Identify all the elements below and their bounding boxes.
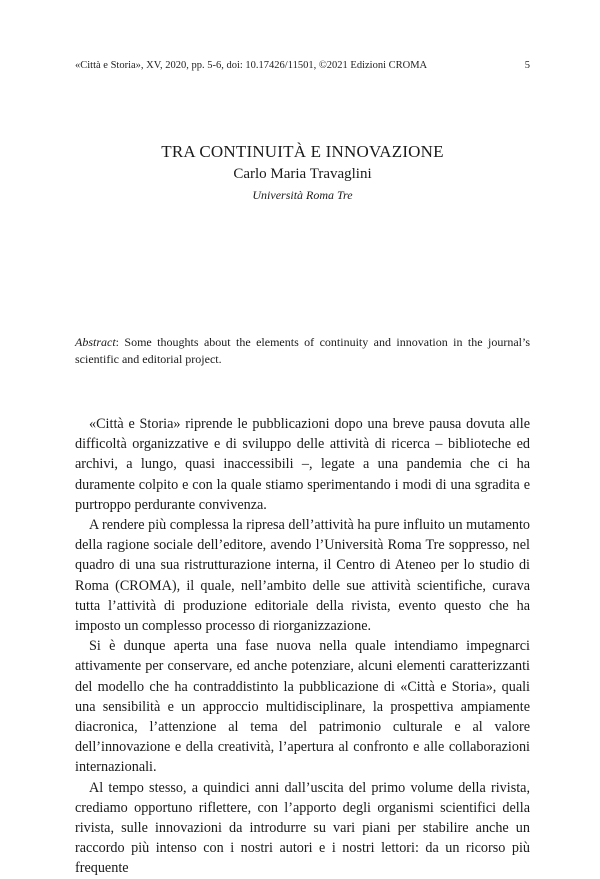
author-affiliation: Università Roma Tre	[252, 188, 353, 202]
body-text	[75, 414, 530, 879]
paragraph: «Città e Storia» riprende le pubblicazioni dopo una breve pausa dovuta alle difficoltà organizzative e di sviluppo delle attività di ricerca – biblioteche ed archivi, a lungo, quasi inaccessibili –, legate a una pandemia che ci ha duramente colpito e con la quale stiamo sperimentando i modi di una sgradita e purtroppo perdurante convivenza.	[75, 416, 530, 513]
abstract-label: Abstract	[75, 335, 116, 349]
paragraph: Al tempo stesso, a quindici anni dall’uscita del primo volume della rivista, crediamo opportuno riflettere, con l’apporto degli organismi scientifici della rivista, sulle innovazioni da introdurre su vari piani per stabilire anche un raccordo più intenso con i nostri autori e i nostri lettori: da un ricorso più frequente	[75, 779, 530, 877]
title-block	[75, 142, 530, 203]
citation-line: «Città e Storia», XV, 2020, pp. 5-6, doi: 10.17426/11501, ©2021 Edizioni CROMA	[75, 60, 428, 71]
paragraph: Si è dunque aperta una fase nuova nella quale intendiamo impegnarci attivamente per conservare, ed anche potenziare, alcuni elementi caratterizzanti del modello che ha contraddistinto la pubblicazione di «Città e Storia», quali una sensibilità e un approccio multidisciplinare, la prospettiva ampiamente diacronica, l’attenzione al tema del patrimonio culturale e al valore dell’innovazione e della creatività, l’apertura al confronto e alle collaborazioni internazionali.	[75, 638, 530, 776]
abstract-text: : Some thoughts about the elements of continuity and innovation in the journal’s scientific and editorial project.	[75, 335, 530, 366]
page-number: 5	[524, 60, 530, 71]
abstract	[75, 334, 530, 368]
running-head	[75, 60, 530, 71]
article-title: TRA CONTINUITÀ E INNOVAZIONE	[161, 142, 444, 161]
author-name: Carlo Maria Travaglini	[233, 166, 372, 182]
paragraph: A rendere più complessa la ripresa dell’attività ha pure influito un mutamento della ragione sociale dell’editore, avendo l’Università Roma Tre soppresso, nel quadro di una sua ristrutturazione interna, il Centro di Ateneo per lo studio di Roma (CROMA), il quale, nell’ambito delle sue attività scientifiche, curava tutta l’attività di produzione editoriale della rivista, evento questo che ha imposto un complesso processo di riorganizzazione.	[75, 517, 530, 635]
